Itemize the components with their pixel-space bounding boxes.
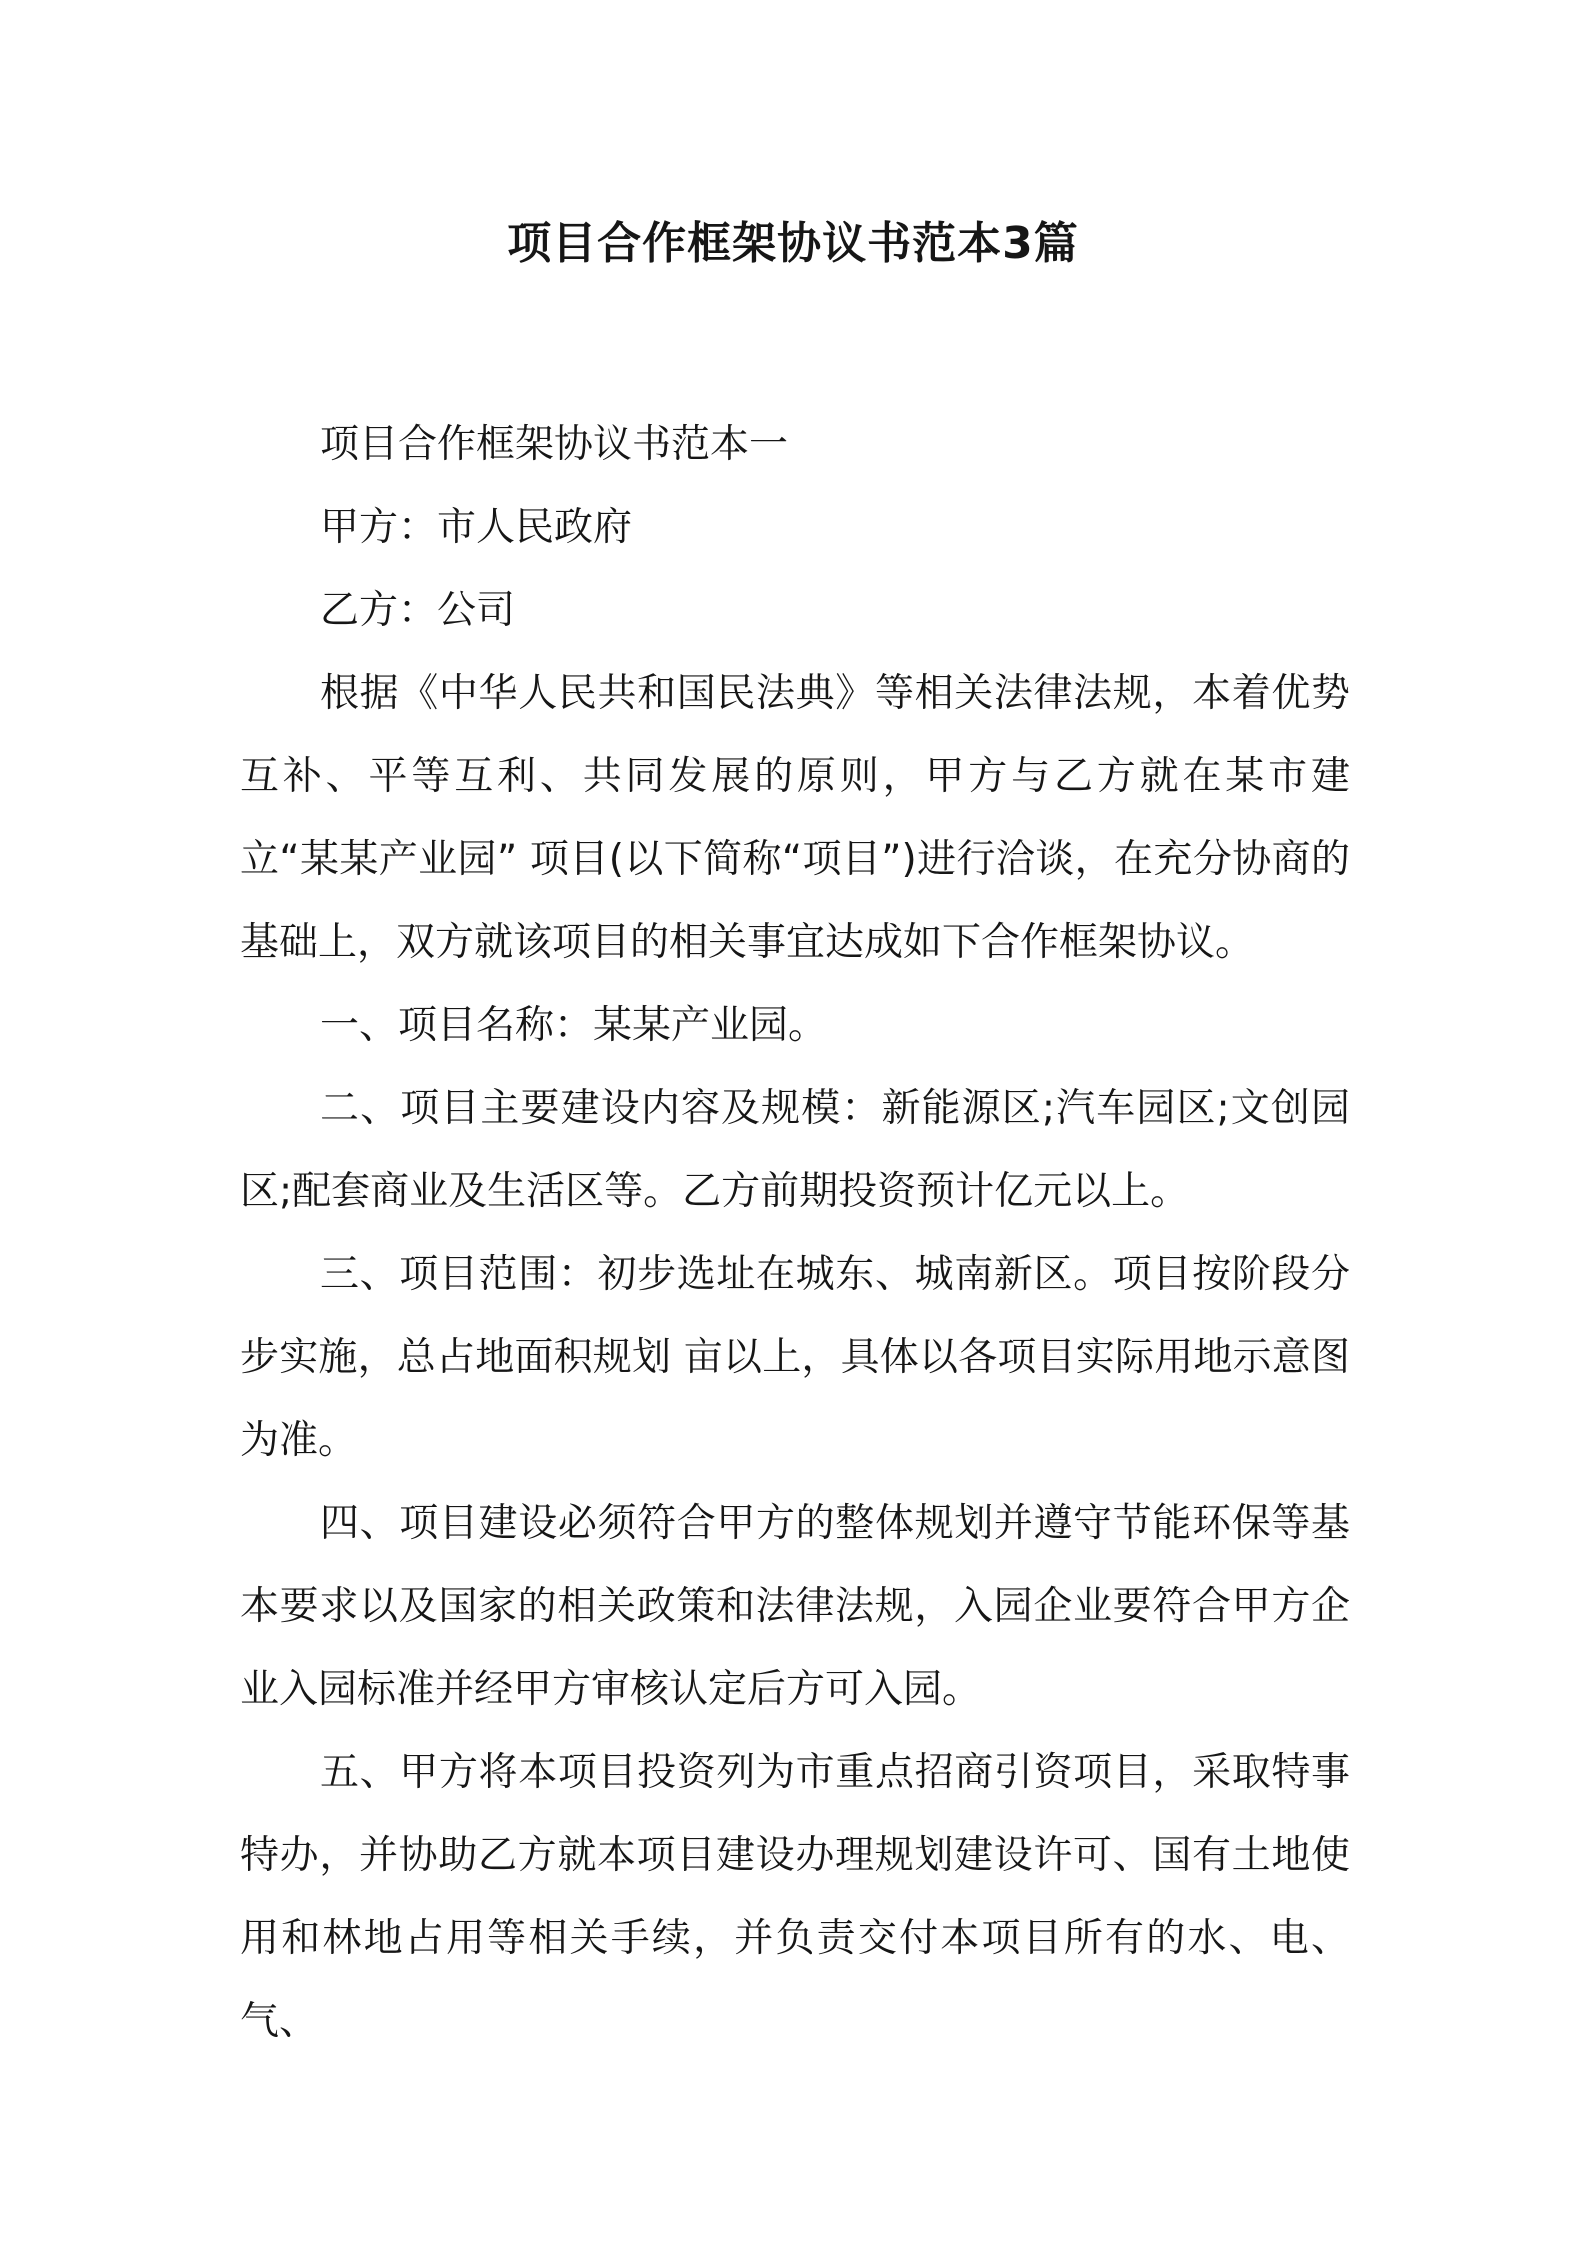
paragraph-item-5: 五、甲方将本项目投资列为市重点招商引资项目，采取特事特办，并协助乙方就本项目建设办理规划建设许可、国有土地使用和林地占用等相关手续，并负责交付本项目所有的水、电、气、 (240, 1750, 1350, 2044)
document-body (240, 403, 1350, 2063)
section-heading: 项目合作框架协议书范本一 (320, 422, 789, 467)
party-a: 甲方：市人民政府 (320, 505, 633, 550)
paragraph-item-2: 二、项目主要建设内容及规模：新能源区;汽车园区;文创园区;配套商业及生活区等。乙方前期投资预计亿元以上。 (240, 1086, 1350, 1214)
paragraph-item-3: 三、项目范围：初步选址在城东、城南新区。项目按阶段分步实施，总占地面积规划 亩以上，具体以各项目实际用地示意图为准。 (240, 1252, 1350, 1463)
party-b: 乙方：公司 (320, 588, 516, 633)
paragraph-preamble: 根据《中华人民共和国民法典》等相关法律法规，本着优势互补、平等互利、共同发展的原则，甲方与乙方就在某市建立“某某产业园” 项目(以下简称“项目”)进行洽谈，在充分协商的基础上，双方就该项目的相关事宜达成如下合作框架协议。 (240, 671, 1350, 965)
document-title: 项目合作框架协议书范本3篇 (507, 218, 1079, 269)
paragraph-item-1: 一、项目名称：某某产业园。 (320, 1003, 828, 1048)
paragraph-item-4: 四、项目建设必须符合甲方的整体规划并遵守节能环保等基本要求以及国家的相关政策和法律法规，入园企业要符合甲方企业入园标准并经甲方审核认定后方可入园。 (240, 1501, 1350, 1712)
